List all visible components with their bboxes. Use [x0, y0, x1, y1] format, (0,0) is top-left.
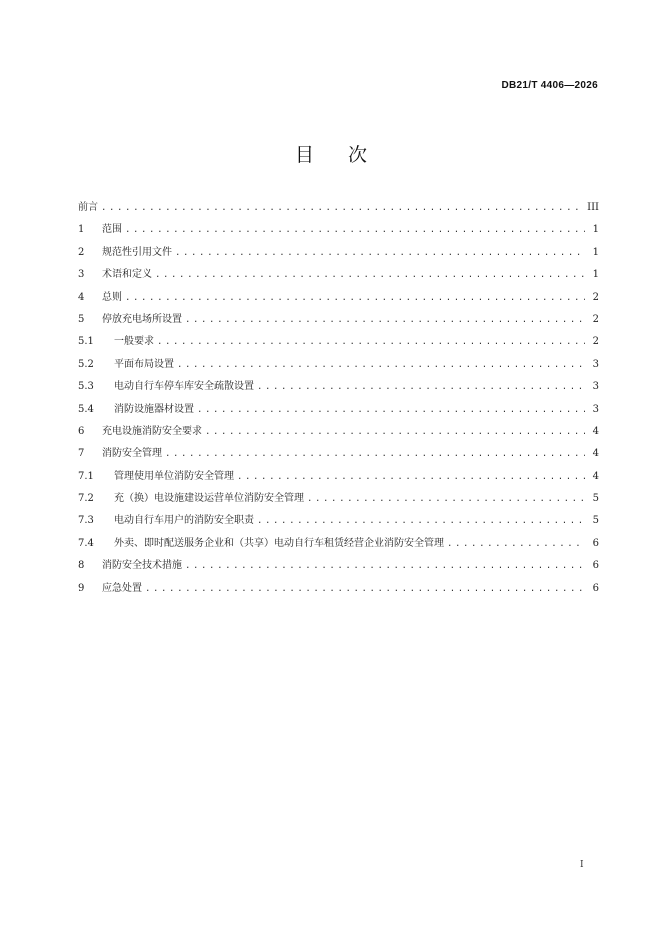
toc-entry-page[interactable]: 6	[592, 537, 599, 549]
toc-entry-page[interactable]: 2	[592, 291, 599, 303]
toc-entry-title[interactable]: 消防安全技术措施	[102, 560, 182, 572]
toc-leader-dots	[155, 271, 585, 280]
toc-entry-number: 4	[78, 291, 85, 303]
toc-entry-title[interactable]: 充（换）电设施建设运营单位消防安全管理	[114, 493, 304, 505]
toc-leader-dots	[101, 204, 583, 213]
toc-leader-dots	[205, 428, 585, 437]
toc-entry-page[interactable]: 4	[592, 425, 599, 437]
toc-entry-number: 5.3	[78, 381, 94, 393]
toc-leader-dots	[257, 383, 585, 392]
toc-entry[interactable]	[78, 377, 599, 399]
toc-entry-number: 3	[78, 269, 85, 281]
toc-entry-page[interactable]: 4	[592, 448, 599, 460]
toc-entry-number: 7.4	[78, 537, 94, 549]
toc-entry-page[interactable]: 3	[592, 358, 599, 370]
toc-leader-dots	[447, 540, 585, 549]
toc-entry[interactable]	[78, 511, 599, 533]
toc-leader-dots	[177, 361, 585, 370]
toc-leader-dots	[157, 338, 585, 347]
toc-entry[interactable]	[78, 355, 599, 377]
toc-entry-title[interactable]: 电动自行车用户的消防安全职责	[114, 515, 254, 527]
toc-entry-title[interactable]: 应急处置	[102, 582, 142, 594]
page-number: I	[580, 860, 584, 870]
toc-entry[interactable]	[78, 332, 599, 354]
toc-entry[interactable]	[78, 220, 599, 242]
toc-leader-dots	[145, 585, 585, 594]
toc-entry-page[interactable]: 5	[592, 493, 599, 505]
toc-entry-title[interactable]: 规范性引用文件	[102, 246, 172, 258]
toc-entry-title[interactable]: 管理使用单位消防安全管理	[114, 470, 234, 482]
toc-entry-title[interactable]: 一般要求	[114, 336, 154, 348]
toc-entry-page[interactable]: 3	[592, 403, 599, 415]
toc-entry-page[interactable]: 1	[592, 246, 599, 258]
toc-entry-page[interactable]: 5	[592, 515, 599, 527]
toc-entry-title[interactable]: 外卖、即时配送服务企业和（共享）电动自行车租赁经营企业消防安全管理	[114, 537, 444, 549]
toc-entry-title[interactable]: 术语和定义	[102, 269, 152, 281]
toc-entry[interactable]	[78, 556, 599, 578]
toc-entry-title[interactable]: 电动自行车停车库安全疏散设置	[114, 381, 254, 393]
toc-entry-number: 7.2	[78, 493, 94, 505]
toc-entry-title[interactable]: 平面布局设置	[114, 358, 174, 370]
toc-entry-page[interactable]: 4	[592, 470, 599, 482]
toc-entry[interactable]	[78, 310, 599, 332]
toc-leader-dots	[175, 249, 585, 258]
toc-entry[interactable]	[78, 534, 599, 556]
toc-entry-title[interactable]: 消防安全管理	[102, 448, 162, 460]
toc-entry-title[interactable]: 前言	[78, 202, 98, 213]
toc-entry-page[interactable]: 1	[592, 269, 599, 281]
document-code: DB21/T 4406—2026	[501, 80, 598, 91]
toc-leader-dots	[125, 226, 585, 235]
toc-entry-page[interactable]: 6	[592, 560, 599, 572]
toc-entry-page[interactable]: III	[587, 202, 599, 213]
toc-entry-title[interactable]: 停放充电场所设置	[102, 313, 182, 325]
toc-entry-page[interactable]: 2	[592, 336, 599, 348]
toc-title: 目次	[294, 144, 401, 166]
toc-leader-dots	[237, 473, 585, 482]
toc-leader-dots	[165, 450, 585, 459]
toc-entry-number: 5.1	[78, 336, 94, 348]
toc-entry[interactable]	[78, 243, 599, 265]
toc-leader-dots	[307, 495, 585, 504]
toc-entry-number: 5.2	[78, 358, 94, 370]
toc-entry-number: 5	[78, 313, 85, 325]
toc-entry-number: 7.3	[78, 515, 94, 527]
toc-entry-page[interactable]: 1	[592, 224, 599, 236]
toc-entry[interactable]	[78, 400, 599, 422]
toc-leader-dots	[185, 316, 585, 325]
toc-entry-title[interactable]: 消防设施器材设置	[114, 403, 194, 415]
toc-entry-number: 5.4	[78, 403, 94, 415]
toc-entry-number: 9	[78, 582, 85, 594]
toc-leader-dots	[125, 294, 585, 303]
toc-entry[interactable]	[78, 198, 599, 220]
toc-entry-number: 6	[78, 425, 85, 437]
toc-entry[interactable]	[78, 444, 599, 466]
toc-leader-dots	[257, 517, 585, 526]
toc-entry-number: 7	[78, 448, 85, 460]
toc-entry[interactable]	[78, 265, 599, 287]
toc-entry-title[interactable]: 范围	[102, 224, 122, 236]
toc-entry-page[interactable]: 6	[592, 582, 599, 594]
toc-entry[interactable]	[78, 288, 599, 310]
toc-entry-title[interactable]: 总则	[102, 291, 122, 303]
toc-entry-number: 2	[78, 246, 85, 258]
table-of-contents	[78, 198, 599, 601]
toc-entry-number: 1	[78, 224, 85, 236]
toc-entry-page[interactable]: 3	[592, 381, 599, 393]
toc-entry[interactable]	[78, 422, 599, 444]
toc-leader-dots	[185, 562, 585, 571]
toc-entry-title[interactable]: 充电设施消防安全要求	[102, 425, 202, 437]
toc-entry-number: 8	[78, 560, 85, 572]
toc-entry[interactable]	[78, 489, 599, 511]
toc-entry[interactable]	[78, 467, 599, 489]
toc-entry-number: 7.1	[78, 470, 94, 482]
toc-leader-dots	[197, 406, 585, 415]
toc-entry[interactable]	[78, 579, 599, 601]
toc-entry-page[interactable]: 2	[592, 313, 599, 325]
